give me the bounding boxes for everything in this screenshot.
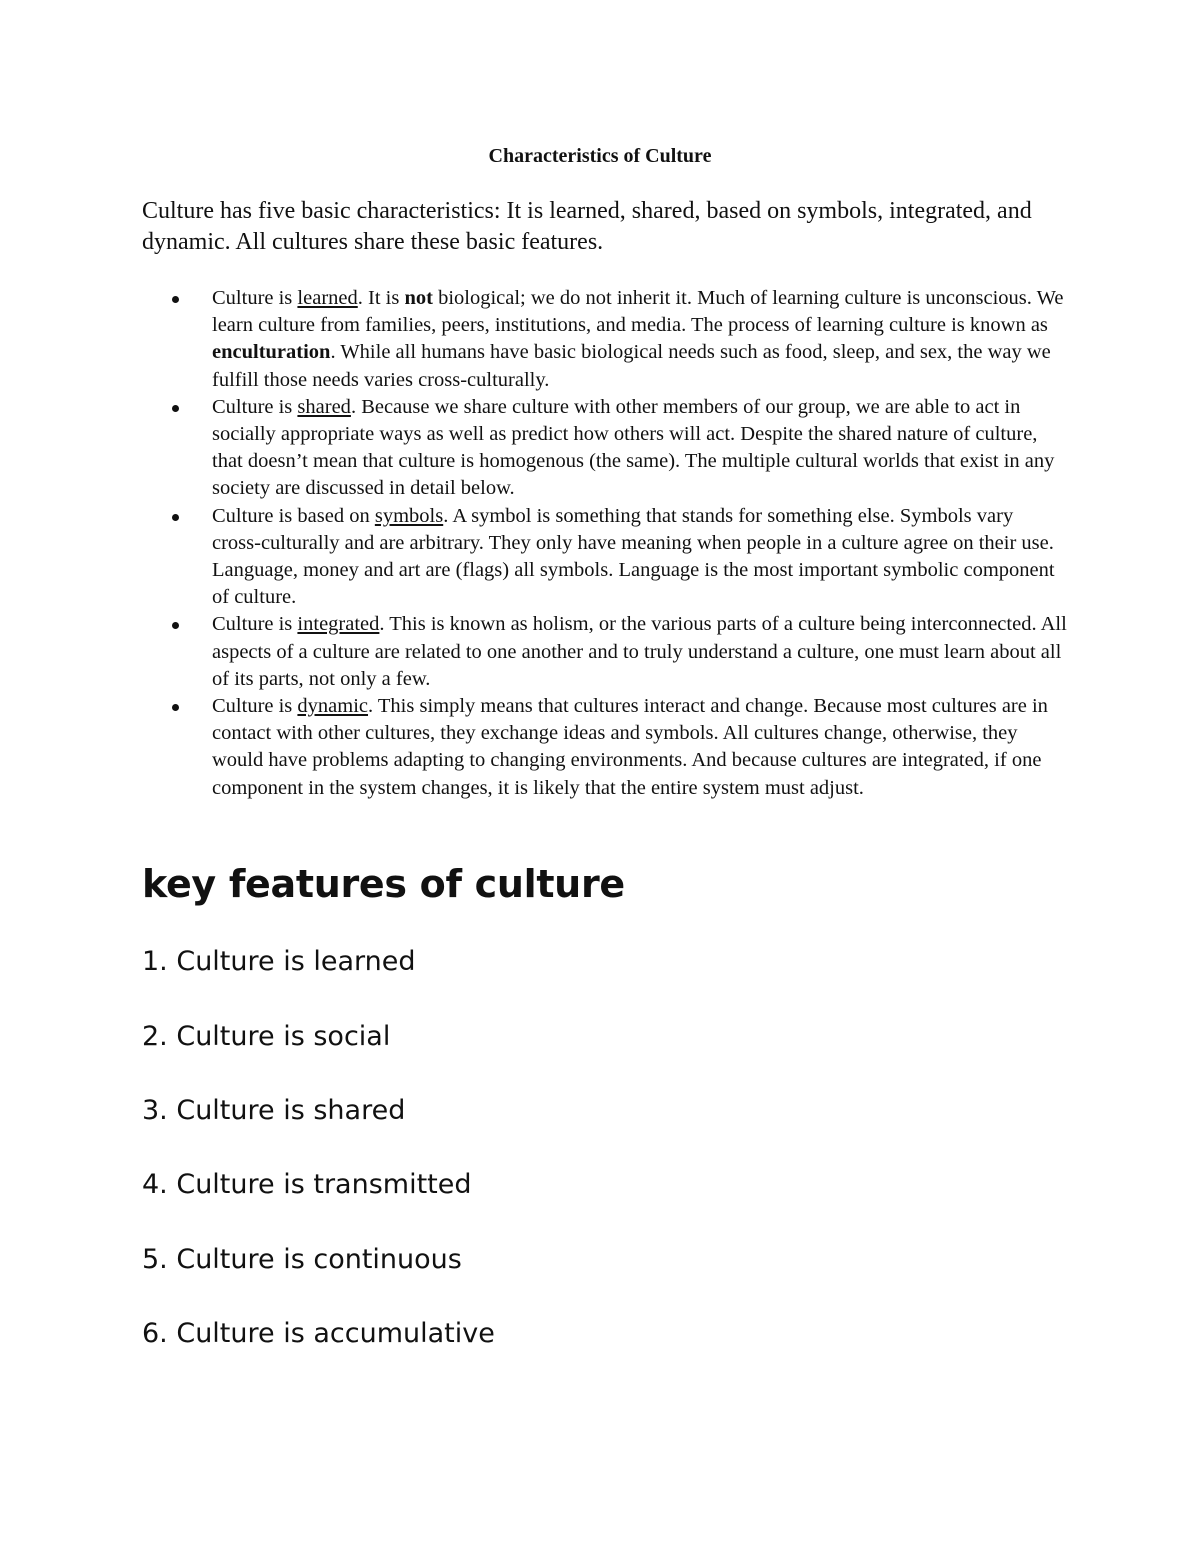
bullet-text: . A symbol is something that stands for something else. Symbols vary cross-culturally and are arbitrary. They only have meaning when people in a culture agree on their use. Language, money and art are (flags) all symbols. Language is the most important symbolic component of culture. <box>212 504 1055 609</box>
bullet-emphasis: enculturation <box>212 341 331 364</box>
list-item: 3. Culture is shared <box>142 1095 406 1126</box>
list-item: 4. Culture is transmitted <box>142 1169 472 1200</box>
bullet-text: . While all humans have basic biological needs such as food, sleep, and sex, the way we fulfill those needs varies cross-culturally. <box>212 341 1051 391</box>
bullet-term: symbols <box>374 504 444 527</box>
list-item <box>142 693 1067 802</box>
bullet-term: dynamic <box>297 695 369 718</box>
bullet-icon <box>172 296 179 303</box>
list-item: 6. Culture is accumulative <box>142 1318 495 1349</box>
bullet-icon <box>172 405 179 412</box>
list-item <box>142 285 1067 394</box>
bullet-term: integrated <box>297 613 380 636</box>
bullet-emphasis: not <box>404 287 433 309</box>
bullet-lead: Culture is <box>212 613 298 636</box>
bullet-text: . It is <box>357 287 405 309</box>
intro-paragraph: Culture has five basic characteristics: It is learned, shared, based on symbols, integrated, and dynamic. All cultures share these basic features. <box>142 198 1032 255</box>
bullet-lead: Culture is <box>212 287 298 309</box>
bullet-icon <box>172 704 179 711</box>
list-item <box>142 394 1067 503</box>
bullet-term: learned <box>297 287 358 309</box>
bullet-text: . This simply means that cultures interact and change. Because most cultures are in contact with other cultures, they exchange ideas and symbols. All cultures change, otherwise, they would have problems adapting to changing environments. And because cultures are integrated, if one component in the system changes, it is likely that the entire system must adjust. <box>212 695 1048 799</box>
list-item: 5. Culture is continuous <box>142 1244 462 1275</box>
section-heading: key features of culture <box>142 862 625 906</box>
bullet-text: . Because we share culture with other members of our group, we are able to act in socially appropriate ways as well as predict how others will act. Despite the shared nature of culture, that doesn’t mean that culture is homogenous (the same). The multiple cultural worlds that exist in any society are discussed in detail below. <box>212 395 1055 500</box>
bullet-lead: Culture is <box>212 695 298 718</box>
list-item <box>142 503 1067 612</box>
bullet-lead: Culture is <box>212 395 298 418</box>
list-item: 1. Culture is learned <box>142 946 416 977</box>
bullet-icon <box>172 622 179 629</box>
bullet-lead: Culture is based on <box>212 504 375 527</box>
bullet-icon <box>172 514 179 521</box>
list-item <box>142 611 1067 693</box>
document-title: Characteristics of Culture <box>488 145 712 167</box>
characteristics-list <box>142 285 1067 802</box>
bullet-text: . This is known as holism, or the various parts of a culture being interconnected. All aspects of a culture are related to one another and to truly understand a culture, one must learn about all of its parts, not only a few. <box>212 613 1067 690</box>
bullet-text: biological; we do not inherit it. Much of learning culture is unconscious. We learn culture from families, peers, institutions, and media. The process of learning culture is known as <box>212 287 1064 337</box>
bullet-term: shared <box>297 395 351 418</box>
list-item: 2. Culture is social <box>142 1021 391 1052</box>
